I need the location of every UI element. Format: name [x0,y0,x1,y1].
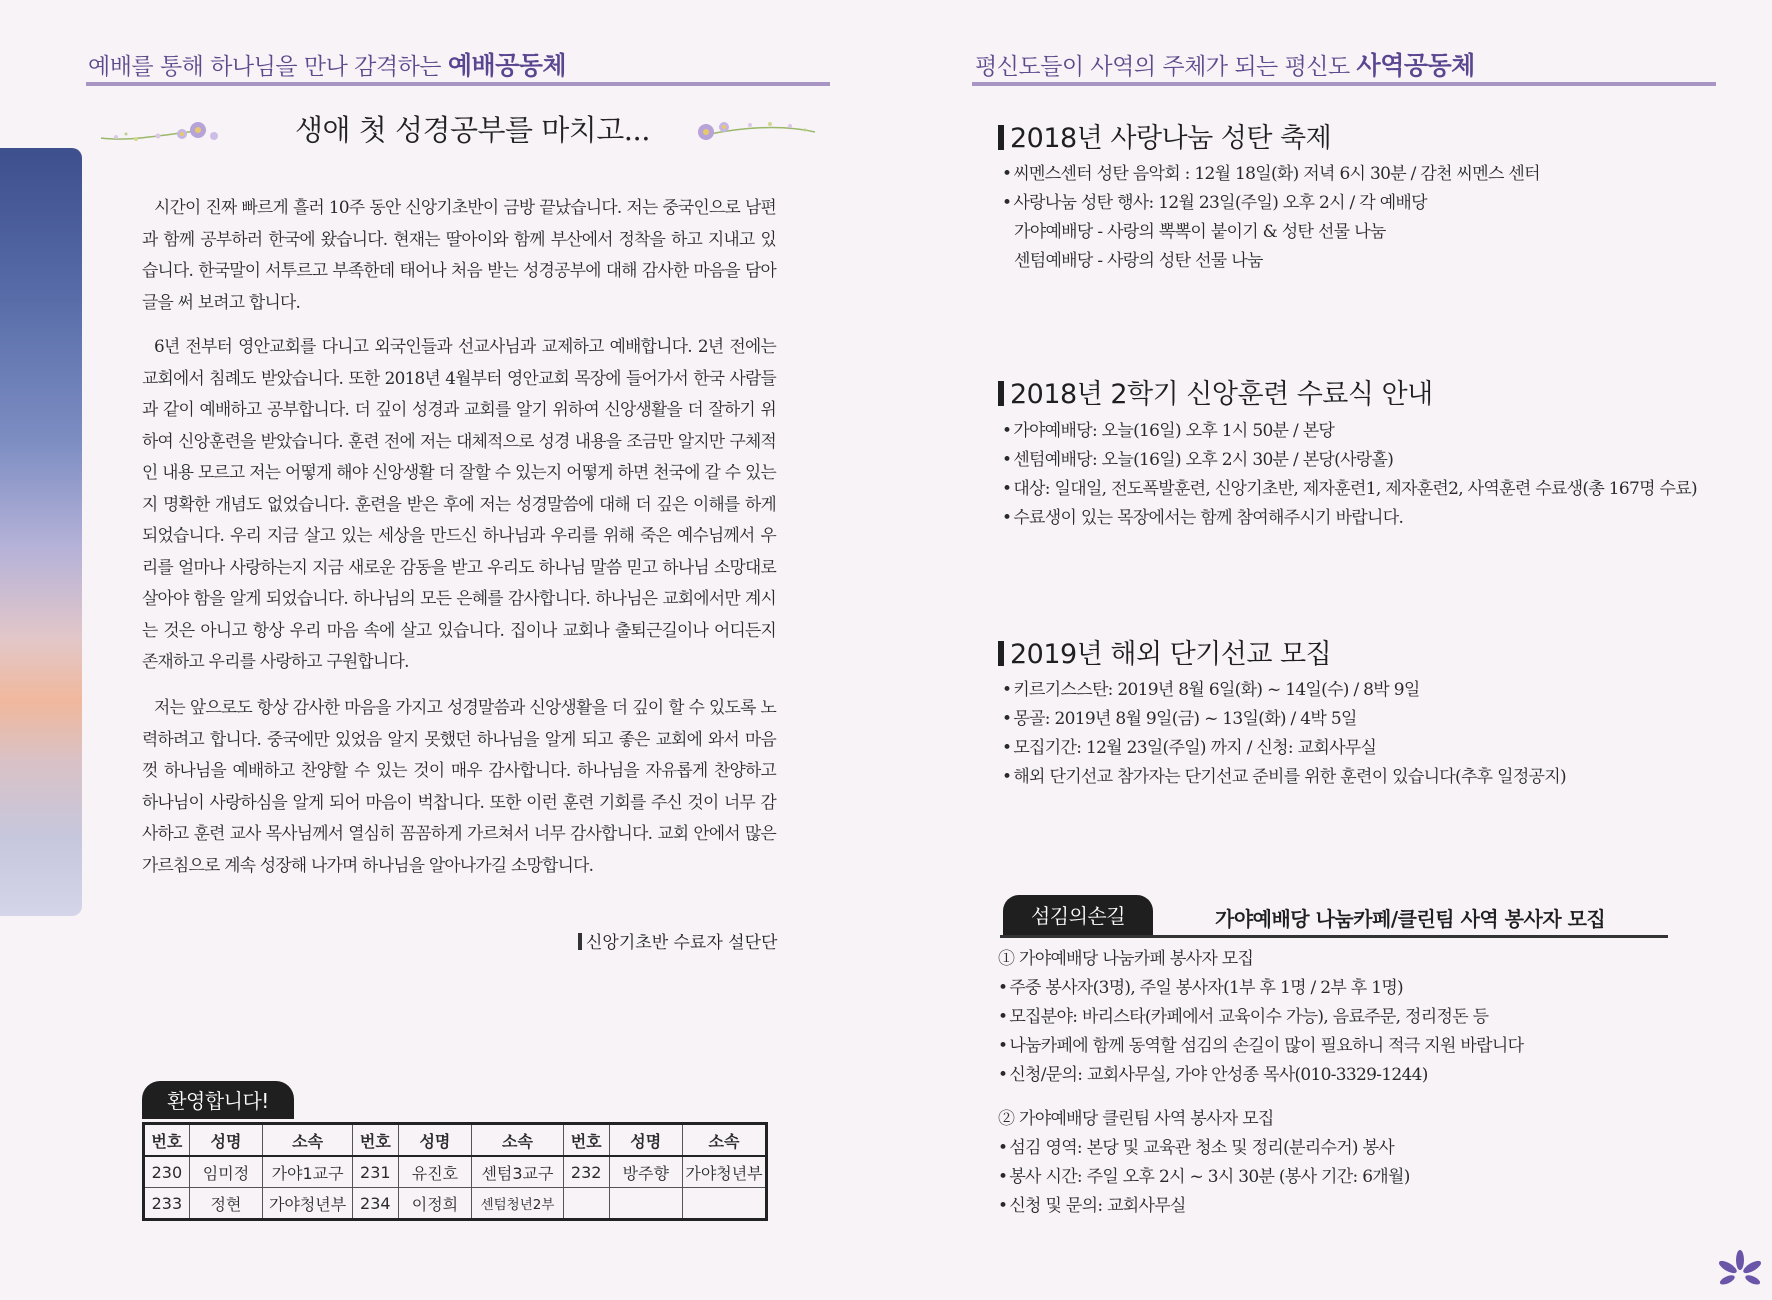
list-item: • 수료생이 있는 목장에서는 함께 참여해주시기 바랍니다. [1002,504,1697,533]
section-rule [86,82,830,86]
cell-number: 231 [352,1156,398,1188]
cell-name: 이정희 [398,1188,471,1220]
mission-list [1002,676,1566,792]
cell-group: 가야청년부 [683,1156,767,1188]
sky-banner-image [0,148,82,916]
flower-decoration-right [690,112,820,152]
cell-name: 임미정 [189,1156,262,1188]
col-header-number: 번호 [352,1124,398,1157]
header-prefix: 예배를 통해 하나님을 만나 감격하는 [88,54,448,80]
cell-number: 232 [563,1156,609,1188]
cell-name: 방주향 [609,1156,682,1188]
col-header-name: 성명 [398,1124,471,1157]
cell-name: 정현 [189,1188,262,1220]
cell-group: 가야청년부 [263,1188,353,1220]
list-item: • 센텀예배당: 오늘(16일) 오후 2시 30분 / 본당(사랑홀) [1002,446,1697,475]
article-paragraph-3: 저는 앞으로도 항상 감사한 마음을 가지고 성경말씀과 신앙생활을 더 깊이 할 수 있도록 노력하려고 합니다. 중국에만 있었음 알지 못했던 하나님을 알게 되고 좋은 교회에 와서 마음껏 하나님을 예배하고 찬양할 수 있는 것이 매우 감사합니다. 하나님을 자유롭게 찬양하고 하나님이 사랑하심을 알게 되어 마음이 벅찹니다. 또한 이런 훈련 기회를 주신 것이 너무 감사하고 훈련 교사 목사님께서 열심히 꼼꼼하게 가르쳐서 너무 감사합니다. 교회 안에서 많은 가르침으로 계속 성장해 나가며 하나님을 알아나가길 소망합니다. [142,697,776,875]
cell-number: 234 [352,1188,398,1220]
welcome-header-row [144,1124,767,1157]
list-item: • 키르기스스탄: 2019년 8월 6일(화) ~ 14일(수) / 8박 9일 [1002,676,1566,705]
christmas-list [1002,160,1540,276]
cell-group: 센텀3교구 [472,1156,564,1188]
list-item: • 가야예배당: 오늘(16일) 오후 1시 50분 / 본당 [1002,417,1697,446]
article-author: 신앙기초반 수료자 설단단 [578,928,777,953]
flower-decoration-left [96,112,226,152]
list-item: • 몽골: 2019년 8월 9일(금) ~ 13일(화) / 4박 5일 [1002,705,1566,734]
list-item: • 신청/문의: 교회사무실, 가야 안성종 목사(010-3329-1244) [998,1061,1523,1090]
list-item: • 신청 및 문의: 교회사무실 [998,1192,1410,1221]
col-header-number: 번호 [144,1124,190,1157]
block-title-christmas: 2018년 사랑나눔 성탄 축제 [998,116,1331,155]
list-item: • 해외 단기선교 참가자는 단기선교 준비를 위한 훈련이 있습니다(추후 일정공지) [1002,763,1566,792]
list-item: • 주중 봉사자(3명), 주일 봉사자(1부 후 1명 / 2부 후 1명) [998,974,1523,1003]
col-header-group: 소속 [472,1124,564,1157]
list-heading: ② 가야예배당 클린팀 사역 봉사자 모집 [998,1109,1274,1129]
cell-number: 230 [144,1156,190,1188]
list-item: • 섬김 영역: 본당 및 교육관 청소 및 정리(분리수거) 봉사 [998,1134,1410,1163]
list-item: • 모집분야: 바리스타(카페에서 교육이수 가능), 음료주문, 정리정돈 등 [998,1003,1523,1032]
cell-group [683,1188,767,1220]
article-paragraph-1: 시간이 진짜 빠르게 흘러 10주 동안 신앙기초반이 금방 끝났습니다. 저는 중국인으로 남편과 함께 공부하러 한국에 왔습니다. 현재는 딸아이와 함께 부산에서 정착을 하고 지내고 있습니다. 한국말이 서투르고 부족한데 태어나 처음 받는 성경공부에 대해 감사한 마음을 담아 글을 써 보려고 합니다. [142,197,776,312]
welcome-table [142,1122,768,1221]
article-title: 생애 첫 성경공부를 마치고... [295,113,650,147]
list-item: • 모집기간: 12월 23일(주일) 까지 / 신청: 교회사무실 [1002,734,1566,763]
col-header-name: 성명 [609,1124,682,1157]
col-header-group: 소속 [683,1124,767,1157]
list-item: 센텀예배당 - 사랑의 성탄 선물 나눔 [1014,251,1263,271]
list-item: • 대상: 일대일, 전도폭발훈련, 신앙기초반, 제자훈련1, 제자훈련2, 사역훈련 수료생(총 167명 수료) [1002,475,1697,504]
list-item: • 사랑나눔 성탄 행사: 12월 23일(주일) 오후 2시 / 각 예배당 [1002,189,1540,218]
flower-ornament-icon [1718,1248,1762,1292]
col-header-name: 성명 [189,1124,262,1157]
cell-name: 유진호 [398,1156,471,1188]
block-title-mission: 2019년 해외 단기선교 모집 [998,632,1331,671]
graduation-list [1002,417,1697,533]
worship-section-header [88,46,566,82]
table-row [144,1188,767,1220]
cell-number: 233 [144,1188,190,1220]
service-title: 가야예배당 나눔카페/클린팀 사역 봉사자 모집 [1215,907,1606,931]
block-title-graduation: 2018년 2학기 신앙훈련 수료식 안내 [998,372,1433,411]
header-bold: 예배공동체 [447,51,567,80]
section-rule [972,82,1716,86]
article-paragraph-2: 6년 전부터 영안교회를 다니고 외국인들과 선교사님과 교제하고 예배합니다. 2년 전에는 교회에서 침례도 받았습니다. 또한 2018년 4월부터 영안교회 목장에 들어가서 한국 사람들과 같이 예배하고 공부합니다. 더 깊이 성경과 교회를 알기 위하여 신앙생활을 더 잘하기 위하여 신앙훈련을 받았습니다. 훈련 전에 저는 대체적으로 성경 내용을 조금만 알지만 구체적인 내용 모르고 저는 어떻게 해야 신앙생활 더 잘할 수 있는지 어떻게 하면 천국에 갈 수 있는지 명확한 개념도 없었습니다. 훈련을 받은 후에 저는 성경말씀에 대해 더 깊은 이해를 하게 되었습니다. 우리 지금 살고 있는 세상을 만드신 하나님과 우리를 위해 죽은 예수님께서 우리를 얼마나 사랑하는지 지금 새로운 감동을 받고 우리도 하나님 말씀 믿고 하나님 소망대로 살아야 함을 알게 되었습니다. 하나님의 모든 은혜를 감사합니다. 하나님은 교회에서만 계시는 것은 아니고 항상 우리 마음 속에 살고 있습니다. 집이나 교회나 출퇴근길이나 어디든지 존재하고 우리를 사랑하고 구원합니다. [142,336,776,671]
cell-number [563,1188,609,1220]
service-tab: 섬김의손길 [1003,895,1153,935]
cafe-volunteer-list [998,945,1523,1090]
col-header-group: 소속 [263,1124,353,1157]
clean-team-list [998,1105,1410,1221]
cell-group: 센텀청년2부 [472,1188,564,1220]
list-item: 가야예배당 - 사랑의 뽁뽁이 붙이기 & 성탄 선물 나눔 [1014,222,1386,242]
service-rule [1000,935,1668,938]
cell-name [609,1188,682,1220]
header-prefix: 평신도들이 사역의 주체가 되는 평신도 [975,54,1357,80]
table-row [144,1156,767,1188]
welcome-tab: 환영합니다! [142,1081,294,1119]
ministry-section-header [975,46,1475,82]
list-heading: ① 가야예배당 나눔카페 봉사자 모집 [998,949,1254,969]
list-item: • 봉사 시간: 주일 오후 2시 ~ 3시 30분 (봉사 기간: 6개월) [998,1163,1410,1192]
list-item: • 나눔카페에 함께 동역할 섬김의 손길이 많이 필요하니 적극 지원 바랍니다 [998,1032,1523,1061]
list-item: • 씨멘스센터 성탄 음악회 : 12월 18일(화) 저녁 6시 30분 / 감천 씨멘스 센터 [1002,160,1540,189]
col-header-number: 번호 [563,1124,609,1157]
cell-group: 가야1교구 [263,1156,353,1188]
header-bold: 사역공동체 [1356,51,1475,80]
